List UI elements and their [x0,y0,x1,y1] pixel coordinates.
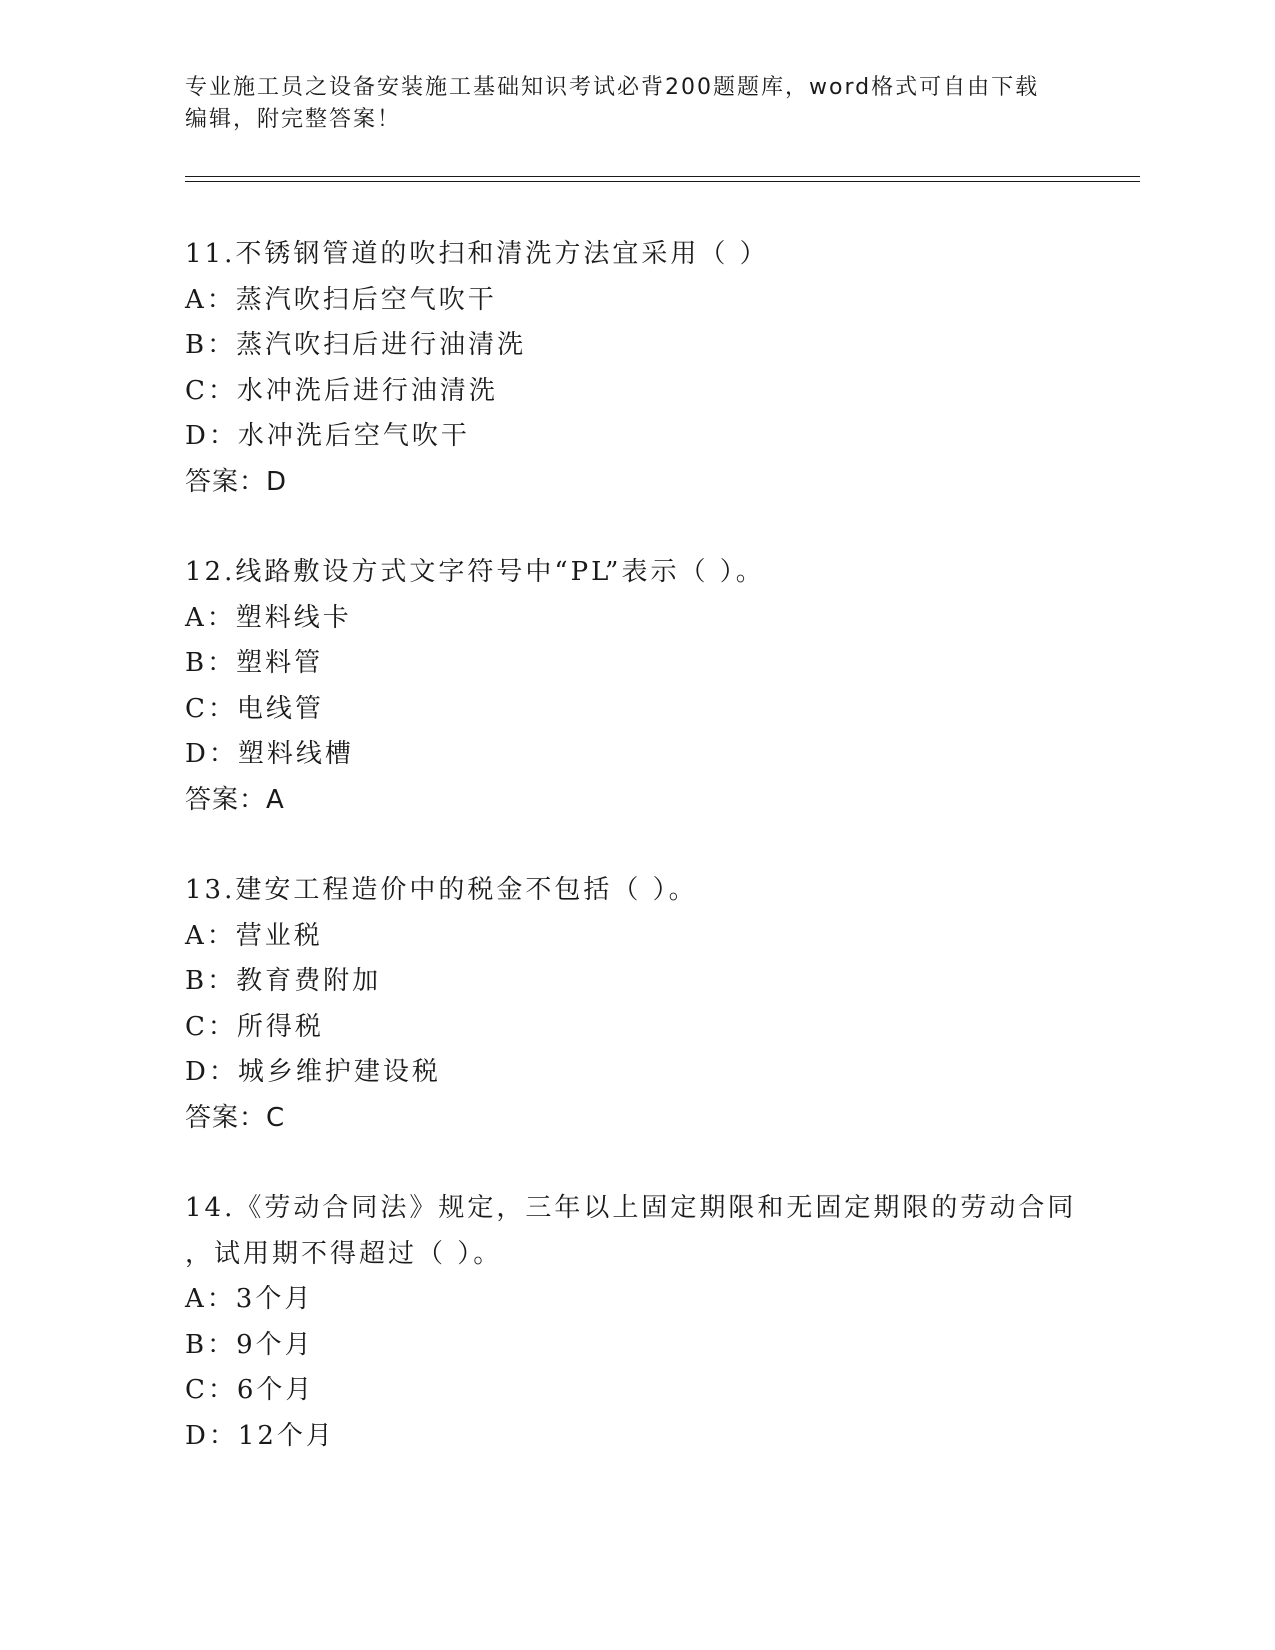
option-b: B：塑料管 [185,648,324,678]
question-stem-line-1: 14.《劳动合同法》规定，三年以上固定期限和无固定期限的劳动合同 [185,1193,1077,1223]
option-a: A：蒸汽吹扫后空气吹干 [185,284,497,315]
option-c: C：电线管 [185,693,324,724]
option-b: B：教育费附加 [185,966,382,996]
option-c: C：水冲洗后进行油清洗 [185,375,498,406]
header-line-1: 专业施工员之设备安装施工基础知识考试必背200题题库，word格式可自由下载 [185,75,1040,100]
question-stem: 12.线路敷设方式文字符号中“PL”表示（ ）。 [185,557,765,587]
option-a: A：塑料线卡 [185,602,352,633]
question-13 [185,868,1085,1141]
option-a: A：3个月 [185,1284,314,1314]
answer: 答案：A [185,784,285,815]
question-stem: 13.建安工程造价中的税金不包括（ ）。 [185,875,698,905]
document-header [185,72,1085,136]
option-d: D：水冲洗后空气吹干 [185,421,470,451]
question-stem: 11.不锈钢管道的吹扫和清洗方法宜采用（ ） [185,239,769,269]
header-divider-top [185,176,1140,177]
question-stem-line-2: ，试用期不得超过（ ）。 [185,1238,503,1269]
option-a: A：营业税 [185,920,323,951]
option-c: C：所得税 [185,1011,324,1042]
header-line-2: 编辑，附完整答案！ [185,107,402,132]
question-12 [185,550,1085,823]
option-d: D：12个月 [185,1420,335,1451]
header-divider-bottom [185,181,1140,182]
answer: 答案：D [185,466,288,497]
option-b: B：蒸汽吹扫后进行油清洗 [185,330,527,360]
question-11 [185,232,1085,505]
option-d: D：塑料线槽 [185,739,354,769]
option-b: B：9个月 [185,1329,314,1360]
option-d: D：城乡维护建设税 [185,1057,441,1087]
option-c: C：6个月 [185,1375,315,1405]
question-14 [185,1186,1085,1459]
answer: 答案：C [185,1102,286,1133]
